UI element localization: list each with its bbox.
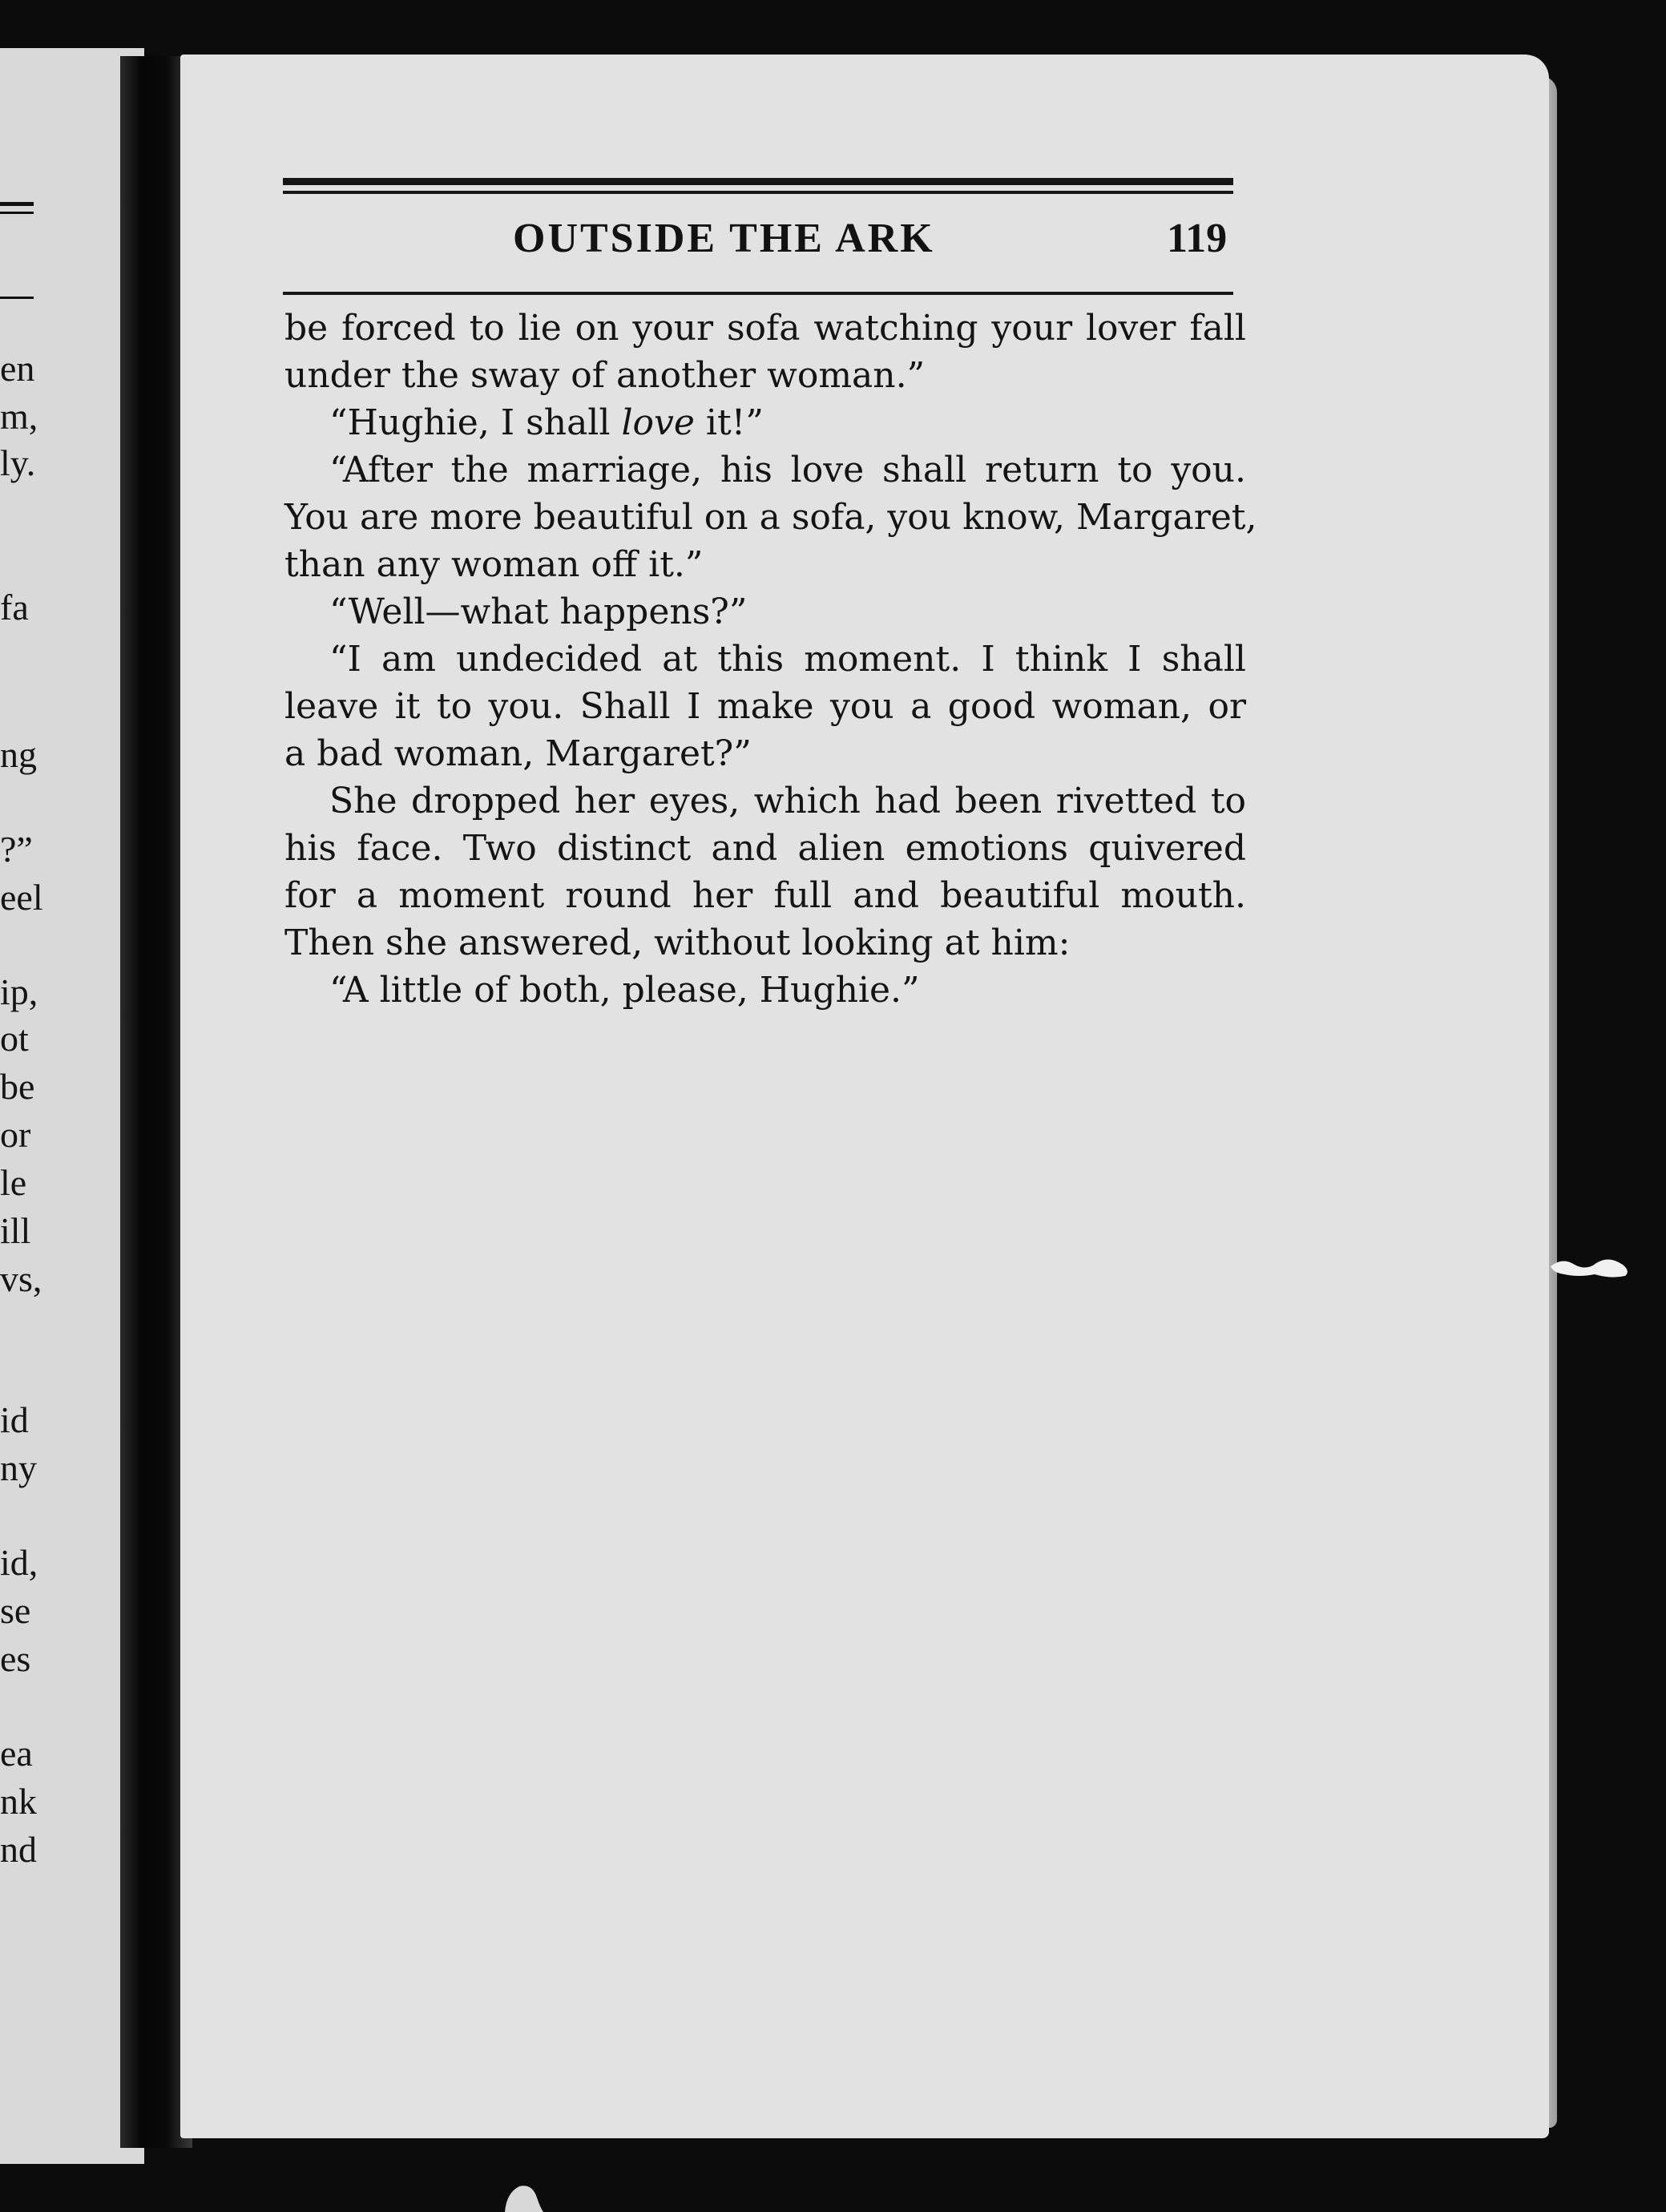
left-page-fragment: ip,: [0, 971, 38, 1012]
header-rule: [283, 191, 1233, 194]
text-line: his face. Two distinct and alien emotions quivered: [284, 828, 1246, 869]
emphasized-word: love: [621, 402, 695, 443]
left-page-fragment: es: [0, 1638, 31, 1679]
body-text: [284, 305, 1257, 1014]
left-page-fragment: nd: [0, 1829, 37, 1870]
page-number: 119: [1167, 216, 1228, 261]
left-page-fragment: ill: [0, 1210, 31, 1251]
text-line: “A little of both, please, Hughie.”: [329, 970, 920, 1011]
left-page-fragment: en: [0, 348, 35, 389]
running-head-title: OUTSIDE THE ARK: [513, 216, 935, 261]
left-page-fragment: ot: [0, 1018, 29, 1059]
left-page-fragment: le: [0, 1162, 27, 1203]
text-line: under the sway of another woman.”: [284, 355, 926, 396]
left-page-fragment: ea: [0, 1733, 33, 1774]
text-line: She dropped her eyes, which had been rivetted to: [329, 781, 1246, 821]
text-line: a bad woman, Margaret?”: [284, 733, 752, 774]
left-page-fragment: eel: [0, 877, 43, 918]
text-line: Then she answered, without looking at him:: [284, 922, 1071, 963]
left-page-rule: [0, 212, 34, 214]
header-rule: [283, 292, 1233, 295]
scan-speck-mark: [1547, 1250, 1635, 1282]
text-line: “Hughie, I shall love it!”: [329, 402, 764, 443]
left-page-fragment: vs,: [0, 1258, 42, 1299]
left-page-fragment: or: [0, 1114, 31, 1155]
left-page-fragment: id,: [0, 1542, 38, 1583]
header-rule: [283, 178, 1233, 185]
left-page-fragment: se: [0, 1590, 31, 1631]
text-line: “After the marriage, his love shall return to you.: [329, 450, 1246, 490]
left-page-fragment: nk: [0, 1781, 37, 1822]
text-line: “Well—what happens?”: [329, 591, 748, 632]
left-page-fragment: fa: [0, 587, 29, 628]
text-line: be forced to lie on your sofa watching your lover fall: [284, 308, 1246, 349]
left-page-rule: [0, 297, 34, 299]
left-page-fragment: id: [0, 1399, 29, 1440]
left-page-fragment: m,: [0, 396, 38, 437]
left-page-rule: [0, 202, 34, 206]
left-page-fragment: ng: [0, 734, 37, 775]
left-page-fragment: be: [0, 1066, 35, 1107]
left-page-fragment: ly.: [0, 442, 36, 483]
text-line: than any woman off it.”: [284, 544, 704, 585]
text-line: You are more beautiful on a sofa, you know, Margaret,: [284, 497, 1257, 538]
text-line: for a moment round her full and beautiful mouth.: [284, 875, 1246, 916]
left-page-fragment: ny: [0, 1447, 37, 1488]
text-line: “I am undecided at this moment. I think I shall: [329, 639, 1246, 680]
left-page-fragment: ?”: [0, 829, 33, 870]
scan-speck-mark: [497, 2178, 545, 2212]
text-line: leave it to you. Shall I make you a good woman, or: [284, 686, 1246, 727]
